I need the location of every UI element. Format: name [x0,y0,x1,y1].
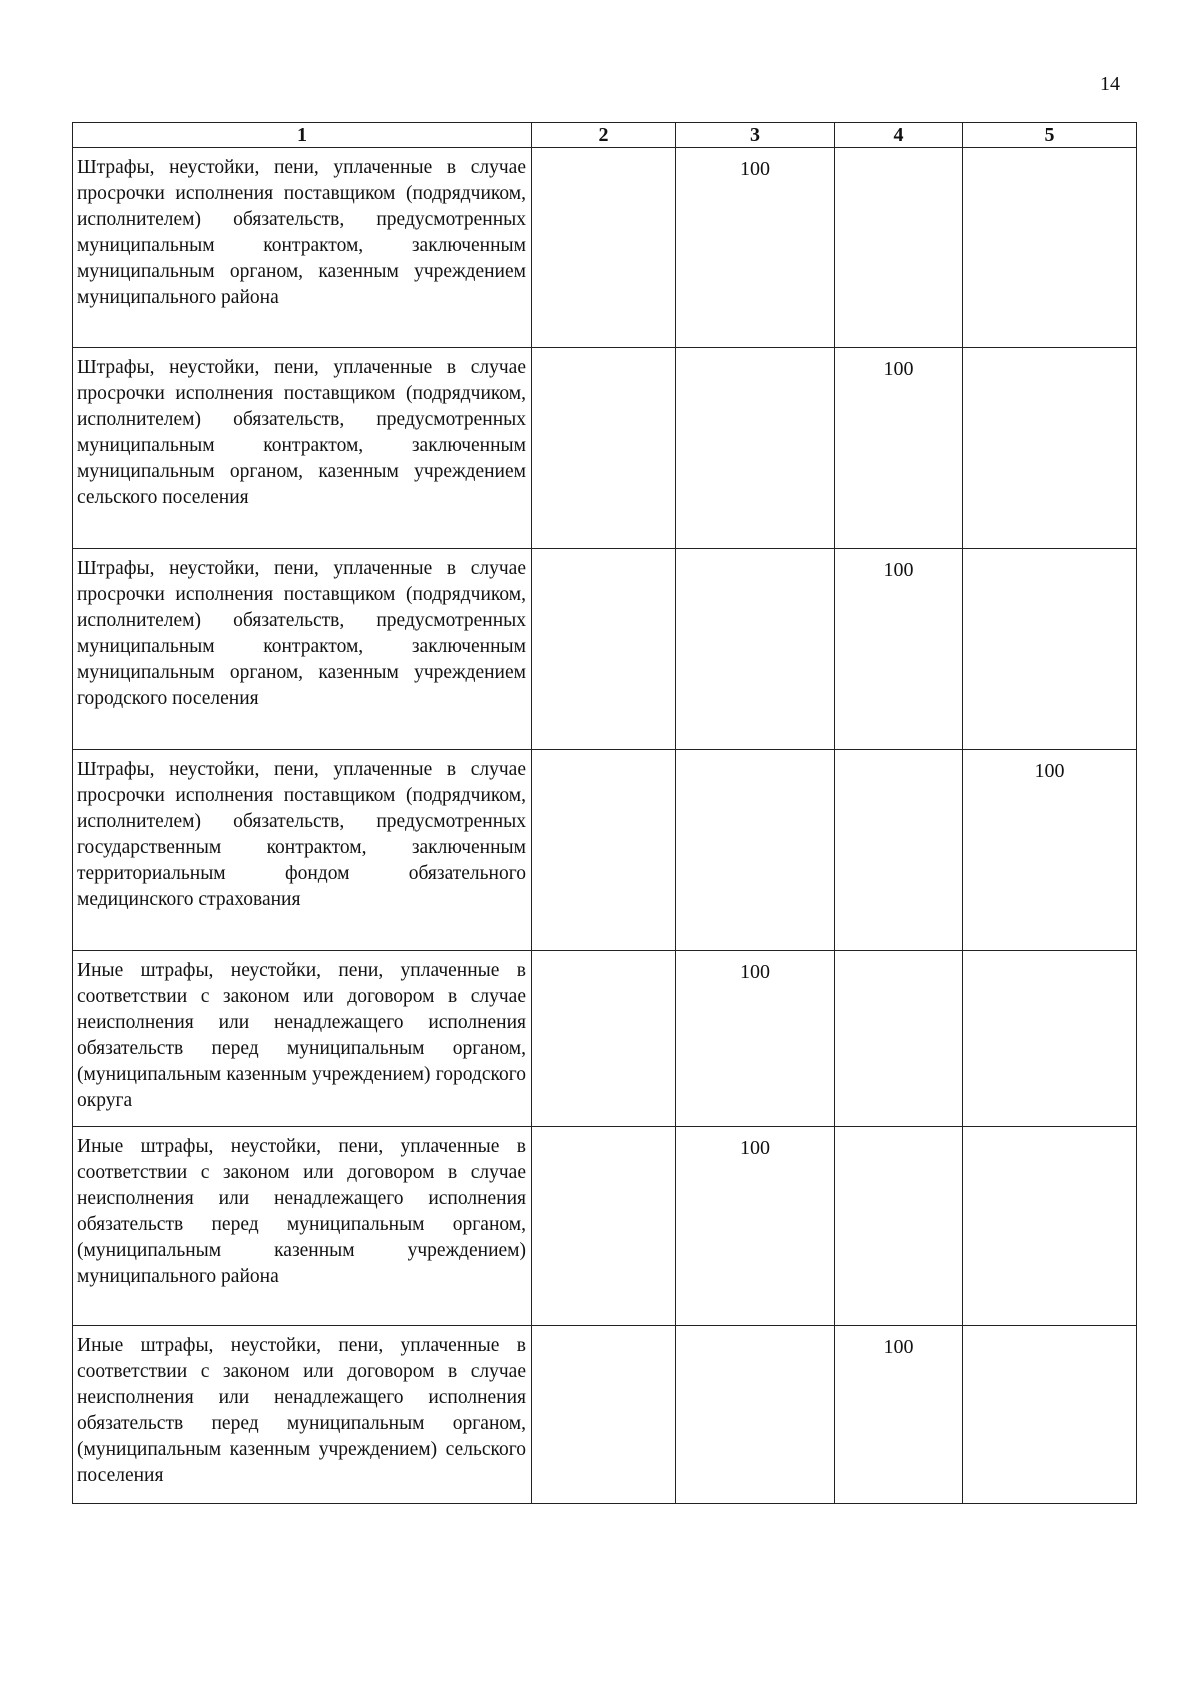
cell-col-4 [835,148,963,348]
table-row [73,1326,1137,1504]
table-header-row [73,123,1137,148]
cell-col-3 [676,549,835,750]
cell-col-4: 100 [835,549,963,750]
cell-col-2 [532,1127,676,1326]
cell-col-5 [963,1326,1137,1504]
row-description: Штрафы, неустойки, пени, уплаченные в случае просрочки исполнения поставщиком (подрядчиком, исполнителем) обязательств, предусмотренных государственным контрактом, заключенным территориальным фондом обязательного медицинского страхования [73,750,532,951]
cell-col-5 [963,148,1137,348]
cell-col-2 [532,348,676,549]
cell-col-4 [835,1127,963,1326]
cell-col-5: 100 [963,750,1137,951]
column-header-4: 4 [835,123,963,148]
row-description: Штрафы, неустойки, пени, уплаченные в случае просрочки исполнения поставщиком (подрядчиком, исполнителем) обязательств, предусмотренных муниципальным контрактом, заключенным муниципальным органом, казенным учреждением муниципального района [73,148,532,348]
data-table [72,122,1137,1504]
cell-col-2 [532,148,676,348]
column-header-1: 1 [73,123,532,148]
table-row [73,1127,1137,1326]
cell-col-4 [835,951,963,1127]
cell-col-2 [532,1326,676,1504]
cell-col-3 [676,1326,835,1504]
cell-col-4 [835,750,963,951]
row-description: Иные штрафы, неустойки, пени, уплаченные в соответствии с законом или договором в случае неисполнения или ненадлежащего исполнения обязательств перед муниципальным органом, (муниципальным казенным учреждением) городского округа [73,951,532,1127]
cell-col-2 [532,951,676,1127]
column-header-2: 2 [532,123,676,148]
table-row [73,348,1137,549]
row-description: Штрафы, неустойки, пени, уплаченные в случае просрочки исполнения поставщиком (подрядчиком, исполнителем) обязательств, предусмотренных муниципальным контрактом, заключенным муниципальным органом, казенным учреждением городского поселения [73,549,532,750]
table-row [73,148,1137,348]
cell-col-4: 100 [835,348,963,549]
cell-col-2 [532,750,676,951]
cell-col-4: 100 [835,1326,963,1504]
cell-col-3: 100 [676,951,835,1127]
cell-col-5 [963,951,1137,1127]
table-row [73,951,1137,1127]
table-row [73,549,1137,750]
cell-col-3 [676,750,835,951]
page-number: 14 [1100,73,1120,95]
column-header-5: 5 [963,123,1137,148]
cell-col-3 [676,348,835,549]
cell-col-5 [963,348,1137,549]
cell-col-3: 100 [676,1127,835,1326]
cell-col-5 [963,549,1137,750]
row-description: Иные штрафы, неустойки, пени, уплаченные в соответствии с законом или договором в случае неисполнения или ненадлежащего исполнения обязательств перед муниципальным органом, (муниципальным казенным учреждением) сельского поселения [73,1326,532,1504]
column-header-3: 3 [676,123,835,148]
table-row [73,750,1137,951]
cell-col-2 [532,549,676,750]
row-description: Иные штрафы, неустойки, пени, уплаченные в соответствии с законом или договором в случае неисполнения или ненадлежащего исполнения обязательств перед муниципальным органом, (муниципальным казенным учреждением) муниципального района [73,1127,532,1326]
row-description: Штрафы, неустойки, пени, уплаченные в случае просрочки исполнения поставщиком (подрядчиком, исполнителем) обязательств, предусмотренных муниципальным контрактом, заключенным муниципальным органом, казенным учреждением сельского поселения [73,348,532,549]
cell-col-3: 100 [676,148,835,348]
cell-col-5 [963,1127,1137,1326]
